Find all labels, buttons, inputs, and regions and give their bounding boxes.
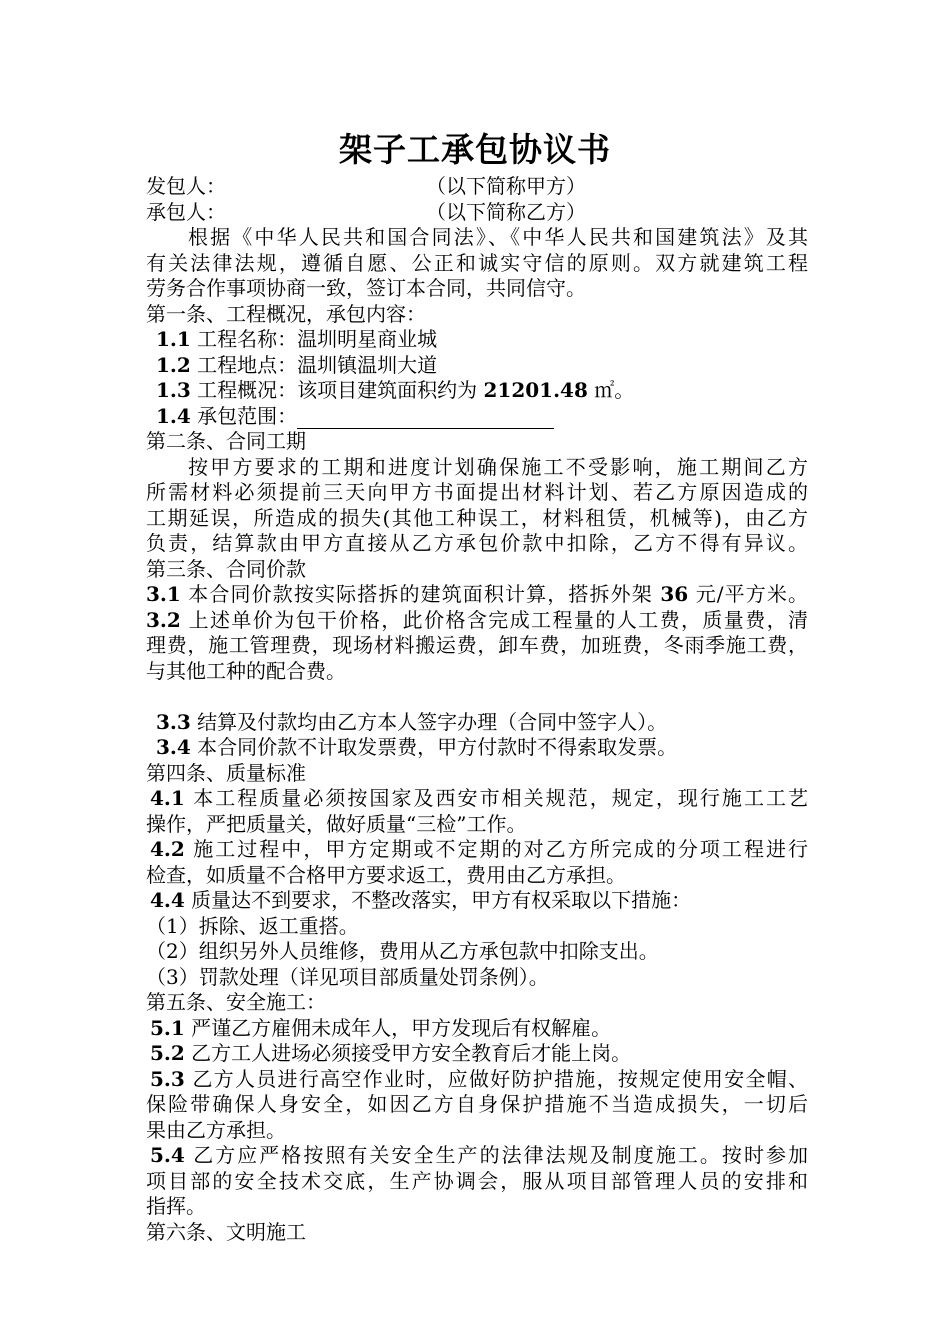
party-a-line: 发包人： （以下简称甲方） (146, 174, 586, 198)
clause-1-3: 1.3 工程概况：该项目建筑面积约为 21201.48 ㎡。 (156, 378, 635, 402)
clause-4-1: 4.1 本工程质量必须按国家及西安市相关规范，规定，现行施工工艺 (150, 786, 809, 810)
measure-item: （2）组织另外人员维修，费用从乙方承包款中扣除支出。 (146, 939, 659, 963)
clause-5-1: 5.1 严谨乙方雇佣未成年人，甲方发现后有权解雇。 (150, 1015, 612, 1040)
clause-5-2: 5.2 乙方工人进场必须接受甲方安全教育后才能上岗。 (150, 1041, 632, 1065)
document-title: 架子工承包协议书 (339, 130, 611, 169)
document-body (146, 174, 808, 1245)
clause-1-1: 1.1 工程名称：温圳明星商业城 (156, 327, 438, 351)
clause-5-4-cont: 项目部的安全技术交底，生产协调会，服从项目部管理人员的安排和 (146, 1168, 808, 1193)
clause-3-2: 3.2 上述单价为包干价格，此价格含完成工程量的人工费，质量费，清 (146, 607, 809, 632)
article-6-heading: 第六条、文明施工 (146, 1219, 306, 1244)
clause-3-2-cont: 理费，施工管理费，现场材料搬运费，卸车费，加班费，冬雨季施工费， (146, 633, 808, 657)
article-2-heading: 第二条、合同工期 (146, 429, 306, 453)
scope-blank-line (297, 408, 554, 429)
article-2-line: 负责，结算款由甲方直接从乙方承包价款中扣除，乙方不得有异议。 (146, 531, 808, 555)
intro-line: 劳务合作事项协商一致，签订本合同，共同信守。 (146, 276, 586, 300)
clause-5-4: 5.4 乙方应严格按照有关安全生产的法律法规及制度施工。按时参加 (150, 1143, 809, 1167)
clause-3-3: 3.3 结算及付款均由乙方本人签字办理（合同中签字人）。 (156, 709, 668, 734)
clause-4-2: 4.2 施工过程中，甲方定期或不定期的对乙方所完成的分项工程进行 (150, 837, 809, 861)
party-b-line: 承包人： （以下简称乙方） (146, 199, 586, 224)
blank-line (146, 684, 808, 710)
article-1-heading: 第一条、工程概况，承包内容： (146, 301, 426, 326)
clause-4-4: 4.4 质量达不到要求，不整改落实，甲方有权采取以下措施： (150, 888, 692, 912)
article-3-heading: 第三条、合同价款 (146, 556, 306, 581)
intro-line: 根据《中华人民共和国合同法》、《中华人民共和国建筑法》及其 (188, 225, 808, 249)
article-2-line: 所需材料必须提前三天向甲方书面提出材料计划、若乙方原因造成的 (146, 480, 808, 504)
clause-3-2-cont: 与其他工种的配合费。 (146, 658, 346, 683)
clause-1-2: 1.2 工程地点：温圳镇温圳大道 (156, 352, 438, 377)
clause-3-1: 3.1 本合同价款按实际搭拆的建筑面积计算，搭拆外架 36 元/平方米。 (146, 582, 809, 606)
clause-5-4-cont: 指挥。 (146, 1194, 206, 1218)
article-5-heading: 第五条、安全施工： (146, 990, 326, 1014)
clause-1-4: 1.4 承包范围： (146, 404, 808, 430)
intro-line: 有关法律法规，遵循自愿、公正和诚实守信的原则。双方就建筑工程 (146, 250, 808, 275)
clause-5-3-cont: 保险带确保人身安全，如因乙方自身保护措施不当造成损失，一切后 (146, 1092, 808, 1116)
clause-3-4: 3.4 本合同价款不计取发票费，甲方付款时不得索取发票。 (156, 735, 678, 759)
measure-item: （3）罚款处理（详见项目部质量处罚条例）。 (146, 964, 549, 989)
clause-5-3-cont: 果由乙方承担。 (146, 1117, 286, 1142)
article-2-line: 按甲方要求的工期和进度计划确保施工不受影响，施工期间乙方 (188, 454, 808, 479)
measure-item: （1）拆除、返工重搭。 (146, 913, 359, 938)
clause-4-2-cont: 检查，如质量不合格甲方要求返工，费用由乙方承担。 (146, 862, 626, 887)
clause-4-1-cont: 操作，严把质量关，做好质量“三检”工作。 (146, 811, 527, 836)
article-4-heading: 第四条、质量标准 (146, 760, 306, 785)
clause-5-3: 5.3 乙方人员进行高空作业时，应做好防护措施，按规定使用安全帽、 (150, 1066, 809, 1091)
article-2-line: 工期延误，所造成的损失(其他工种误工，材料租赁，机械等)，由乙方 (146, 505, 808, 530)
